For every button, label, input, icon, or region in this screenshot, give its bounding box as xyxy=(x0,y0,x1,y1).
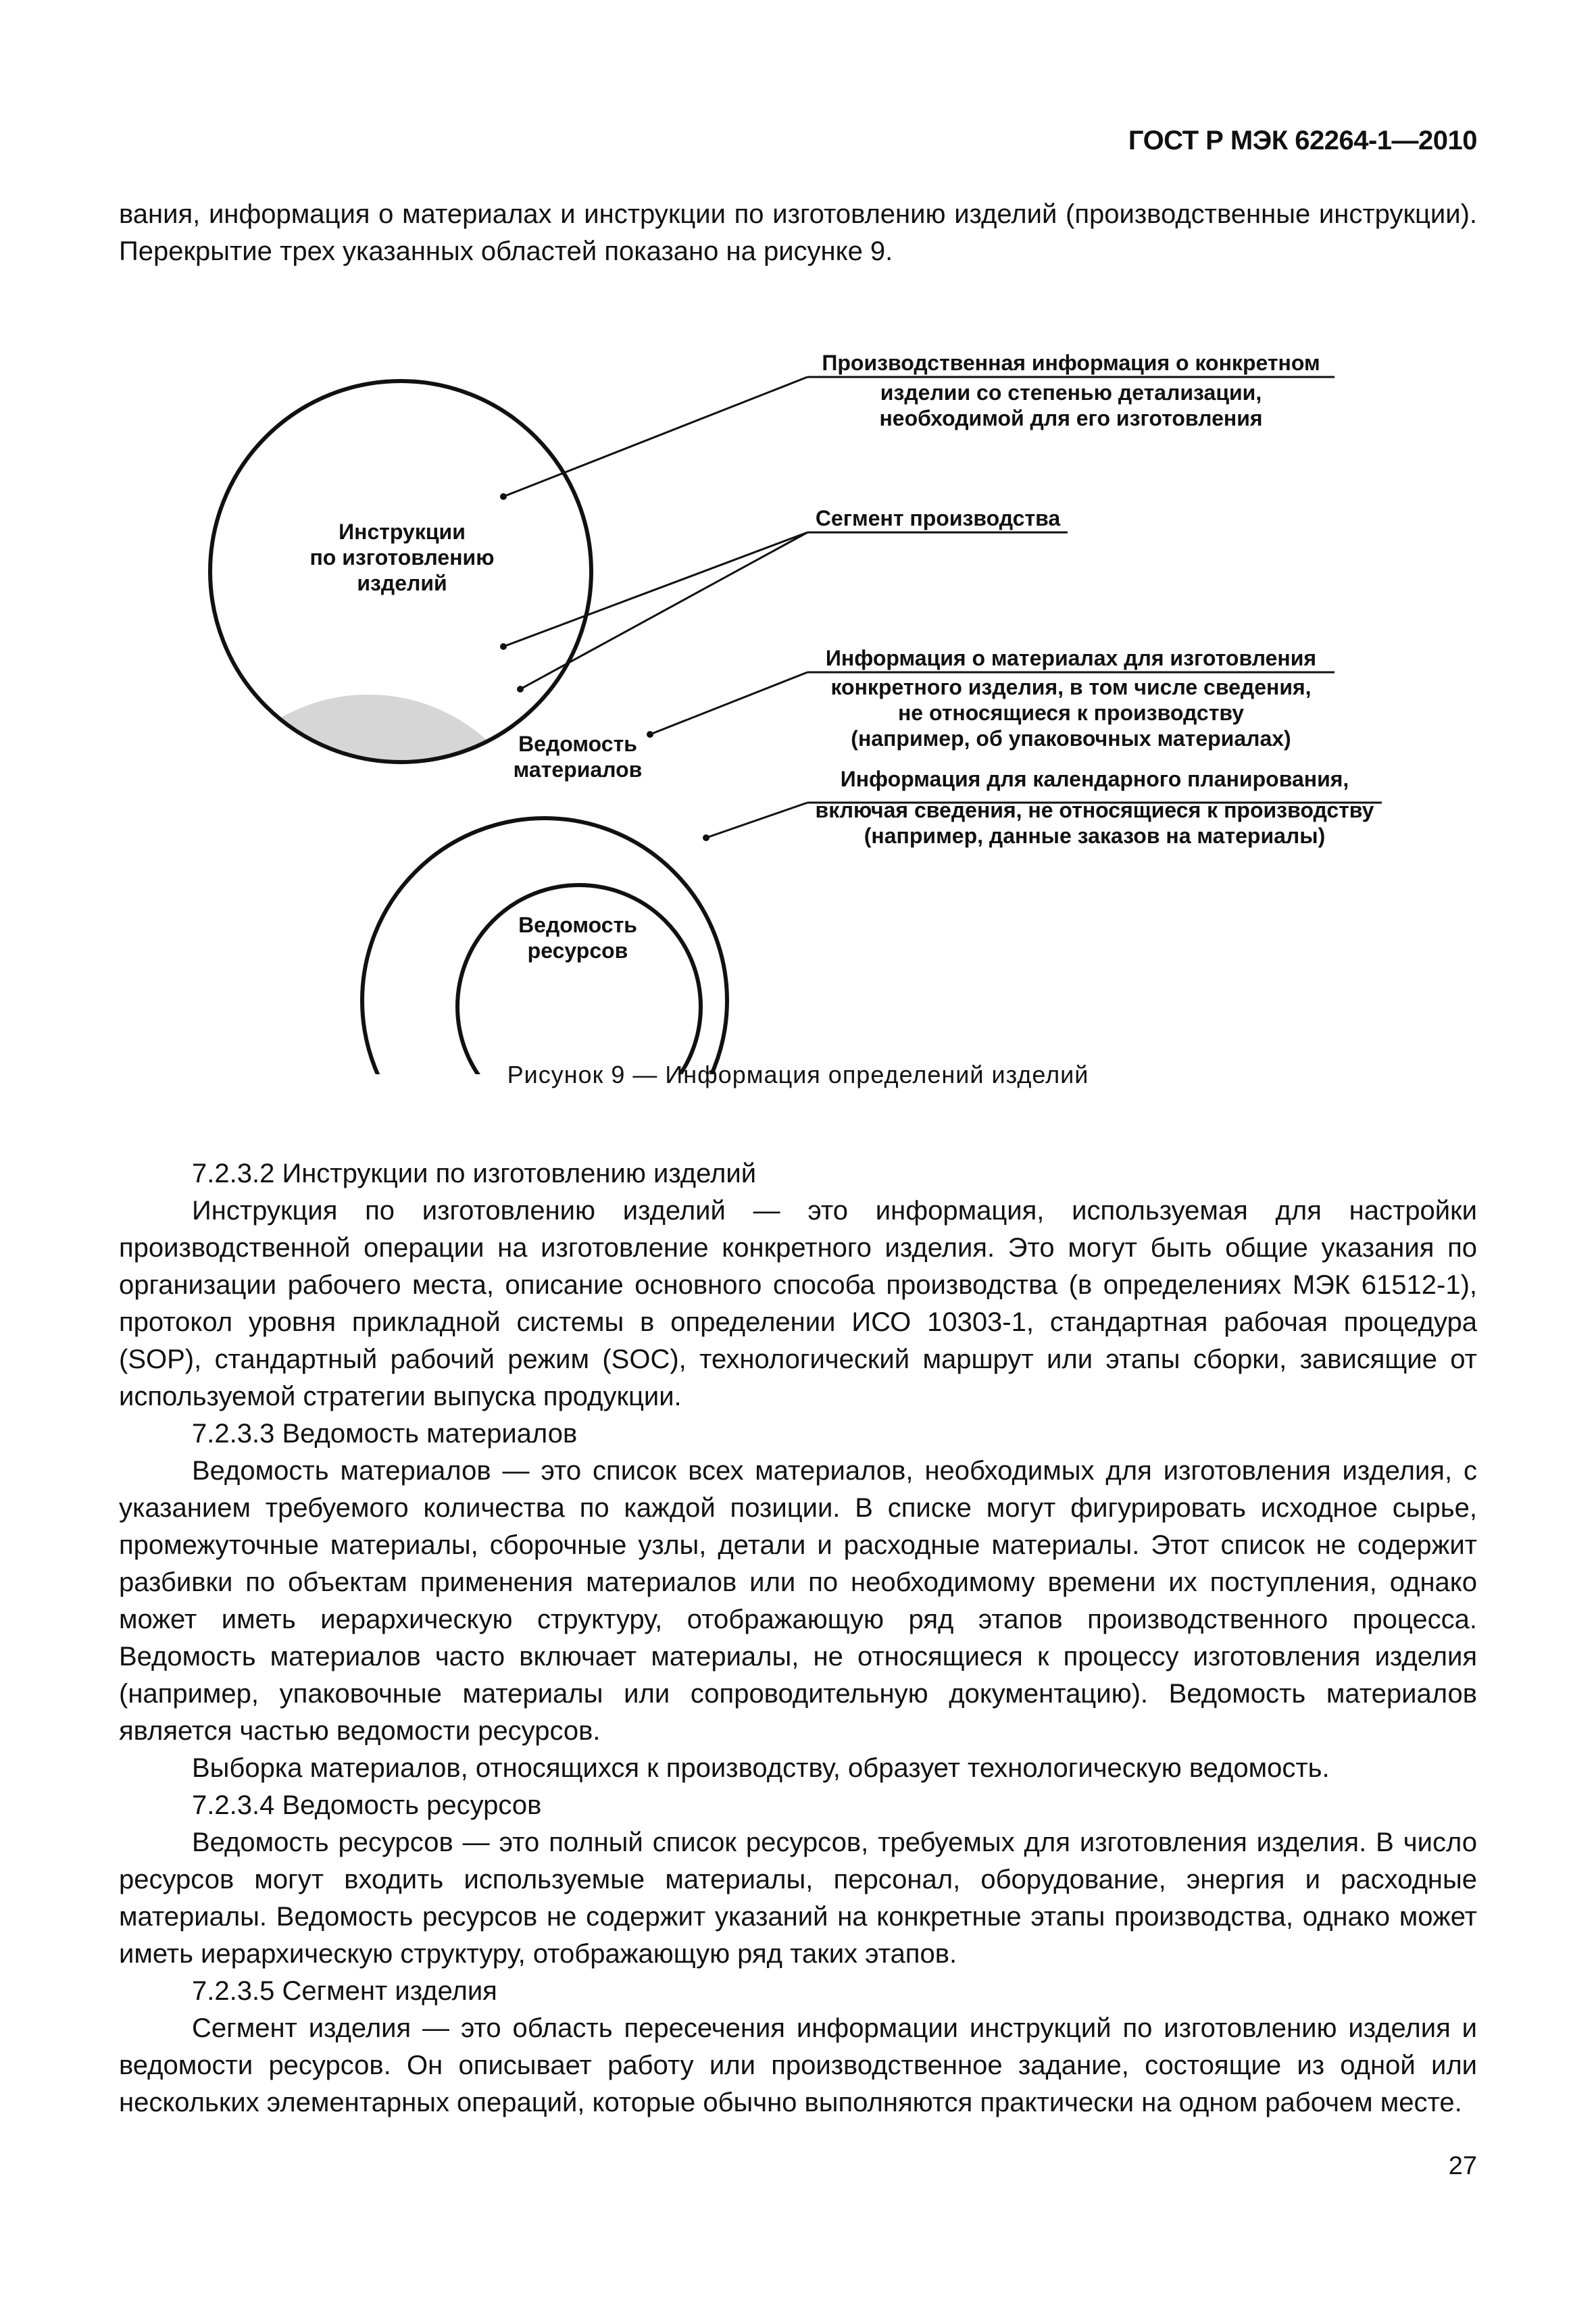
dot-production-info xyxy=(500,493,507,500)
paragraph-bill-of-resources: Ведомость ресурсов — это полный список ресурсов, требуемых для изготовления изделия. В число ресурсов могут входить используемые материалы, персонал, оборудование, энергия и расходные материалы. Ведомость ресурсов не содержит указаний на конкретные этапы производства, однако может иметь иерархическую структуру, отображающую ряд таких этапов. xyxy=(119,1828,1477,1969)
callout-segment-1: Сегмент производства xyxy=(815,506,1061,530)
paragraph-process-bom: Выборка материалов, относящихся к производству, образует технологическую ведомость. xyxy=(192,1753,1330,1783)
callout-materials-info-1: Информация о материалах для изготовления xyxy=(825,646,1317,670)
callout-materials-info-3: не относящиеся к производству xyxy=(897,701,1245,725)
callout-production-info-1: Производственная информация о конкретном xyxy=(822,351,1320,375)
callout-scheduling-info-1: Информация для календарного планирования, xyxy=(840,767,1349,791)
label-resources-2: ресурсов xyxy=(527,938,628,963)
paragraph-bill-of-materials: Ведомость материалов — это список всех материалов, необходимых для изготовления изделия, с указанием требуемого количества по каждой позиции. В списке могут фигурировать исходное сырье, промежуточные материалы, сборочные узлы, детали и расходные материалы. Этот список не содержит разбивки по объектам применения материалов или по необходимому времени их поступления, однако может иметь иерархическую структуру, отображающую ряд этапов производственного процесса. Ведомость материалов часто включает материалы, не относящиеся к процессу изготовления изделия (например, упаковочные материалы или сопроводительную документацию). Ведомость материалов является частью ведомости ресурсов. xyxy=(119,1456,1477,1746)
label-instructions-1: Инструкции xyxy=(339,520,466,544)
callout-production-info-3: необходимой для его изготовления xyxy=(879,406,1263,430)
callout-materials-info-2: конкретного изделия, в том числе сведения, xyxy=(830,675,1312,699)
leader-segment-1 xyxy=(503,532,807,647)
document-code-header: ГОСТ Р МЭК 62264-1—2010 xyxy=(1128,126,1477,155)
section-heading-7-2-3-2: 7.2.3.2 Инструкции по изготовлению изделий xyxy=(192,1159,757,1188)
paragraph-instructions: Инструкция по изготовлению изделий — это информация, используемая для настройки производственной операции на изготовление конкретного изделия. Это могут быть общие указания по организации рабочего места, описание основного способа производства (в определениях МЭК 61512-1), протокол уровня прикладной системы в определении ИСО 10303-1, стандартная рабочая процедура (SOP), стандартный рабочий режим (SOC), технологический маршрут или этапы сборки, зависящие от используемой стратегии выпуска продукции. xyxy=(119,1196,1477,1411)
leader-segment-2 xyxy=(520,532,807,689)
callout-scheduling-info-2: включая сведения, не относящиеся к производству xyxy=(815,798,1374,822)
section-heading-7-2-3-3: 7.2.3.3 Ведомость материалов xyxy=(192,1419,578,1449)
dot-segment-1 xyxy=(500,643,507,650)
dot-scheduling-info xyxy=(703,834,709,841)
label-instructions-3: изделий xyxy=(357,571,447,595)
label-instructions-2: по изготовлению xyxy=(309,545,495,570)
leader-materials-info xyxy=(650,672,807,734)
callout-scheduling-info-3: (например, данные заказов на материалы) xyxy=(864,824,1326,848)
callout-materials-info-4: (например, об упаковочных материалах) xyxy=(851,726,1291,751)
venn-diagram-svg xyxy=(0,318,1596,1074)
callout-production-info-2: изделии со степенью детализации, xyxy=(880,380,1262,405)
label-resources-1: Ведомость xyxy=(518,913,637,937)
intro-text xyxy=(119,196,1477,270)
intro-paragraph: вания, информация о материалах и инструкции по изготовлению изделий (производственные инструкции). Перекрытие трех указанных областей показано на рисунке 9. xyxy=(119,199,1477,266)
page-number: 27 xyxy=(1448,2152,1477,2180)
figure-caption: Рисунок 9 — Информация определений изделий xyxy=(507,1061,1089,1088)
leader-production-info xyxy=(503,377,807,497)
paragraph-product-segment: Сегмент изделия — это область пересечения информации инструкций по изготовлению изделия и ведомости ресурсов. Он описывает работу или производственное задание, состоящие из одной или нескольких элементарных операций, которые обычно выполняются практически на одном рабочем месте. xyxy=(119,2013,1477,2117)
section-heading-7-2-3-5: 7.2.3.5 Сегмент изделия xyxy=(192,1976,497,2006)
dot-segment-2 xyxy=(517,686,524,693)
figure-9-venn-diagram xyxy=(0,318,1596,1088)
leader-scheduling-info xyxy=(706,803,807,838)
main-body-text xyxy=(119,1155,1477,2121)
label-materials-1: Ведомость xyxy=(518,732,637,756)
dot-materials-info xyxy=(647,731,653,738)
section-heading-7-2-3-4: 7.2.3.4 Ведомость ресурсов xyxy=(192,1790,542,1820)
label-materials-2: материалов xyxy=(513,757,643,782)
